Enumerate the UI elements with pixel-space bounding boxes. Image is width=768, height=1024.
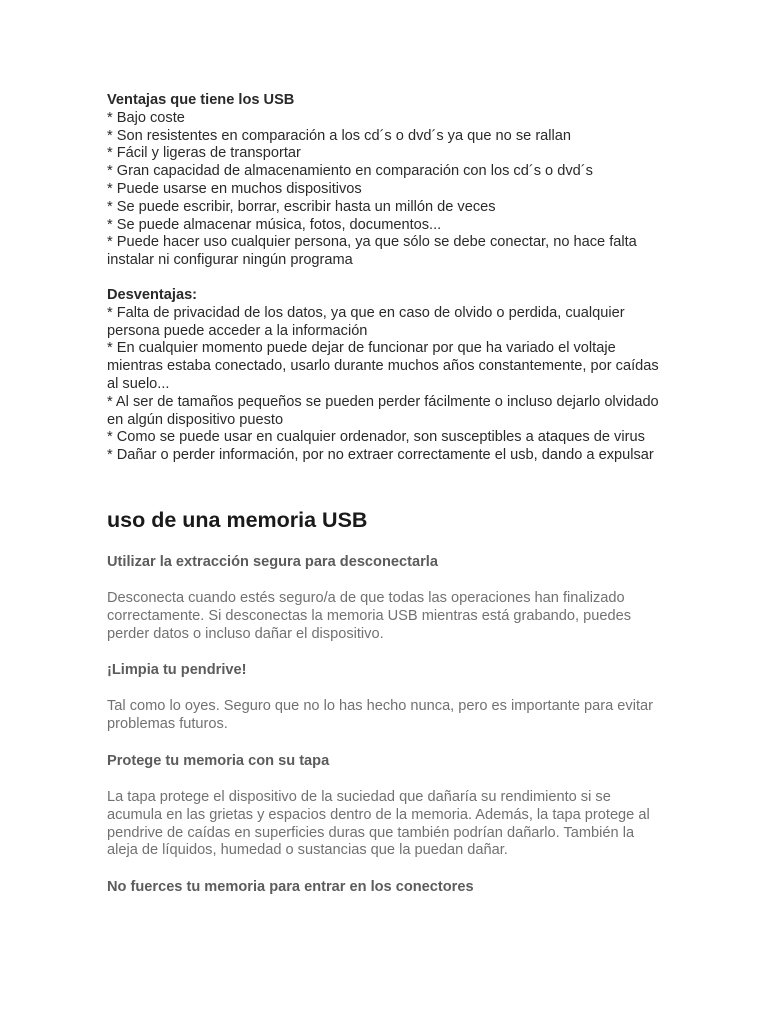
ventajas-item: * Bajo coste [107, 109, 185, 126]
ventajas-heading: Ventajas que tiene los USB [107, 92, 295, 108]
desventajas-item: * En cualquier momento puede dejar de funcionar por que ha variado el voltaje mientras estaba conectado, usarlo durante muchos años constantemente, por caídas al suelo... [107, 340, 659, 392]
ventajas-item: * Puede usarse en muchos dispositivos [107, 180, 362, 197]
desventajas-item: * Como se puede usar en cualquier ordenador, son susceptibles a ataques de virus [107, 429, 645, 446]
document-page [107, 92, 667, 896]
uso-paragraph: Desconecta cuando estés seguro/a de que todas las operaciones han finalizado correctamente. Si desconectas la memoria USB mientras está grabando, puedes perder datos o incluso dañar el dispositivo. [107, 589, 632, 642]
desventajas-item: * Dañar o perder información, por no extraer correctamente el usb, dando a expulsar [107, 447, 654, 464]
uso-subheading: ¡Limpia tu pendrive! [107, 662, 247, 679]
desventajas-item: * Falta de privacidad de los datos, ya que en caso de olvido o perdida, cualquier persona puede acceder a la información [107, 304, 625, 339]
ventajas-item: * Se puede almacenar música, fotos, documentos... [107, 216, 442, 233]
desventajas-item: * Al ser de tamaños pequeños se pueden perder fácilmente o incluso dejarlo olvidado en algún dispositivo puesto [107, 393, 659, 428]
desventajas-heading: Desventajas: [107, 286, 198, 303]
uso-subheading: No fuerces tu memoria para entrar en los conectores [107, 879, 474, 896]
ventajas-item: * Fácil y ligeras de transportar [107, 145, 301, 162]
ventajas-block [107, 92, 667, 270]
ventajas-item: * Son resistentes en comparación a los cd´s o dvd´s ya que no se rallan [107, 127, 572, 144]
desventajas-block [107, 287, 667, 465]
ventajas-item: * Se puede escribir, borrar, escribir hasta un millón de veces [107, 198, 496, 215]
uso-title: uso de una memoria USB [107, 507, 368, 532]
ventajas-item: * Gran capacidad de almacenamiento en comparación con los cd´s o dvd´s [107, 163, 593, 180]
uso-subheading: Utilizar la extracción segura para desconectarla [107, 553, 438, 570]
uso-paragraph: La tapa protege el dispositivo de la suciedad que dañaría su rendimiento si se acumula en las grietas y espacios dentro de la memoria. Además, la tapa protege al pendrive de caídas en superficies duras que también podrían dañarlo. También la aleja de líquidos, humedad o sustancias que la puedan dañar. [107, 788, 650, 859]
uso-paragraph: Tal como lo oyes. Seguro que no lo has hecho nunca, pero es importante para evitar problemas futuros. [107, 698, 653, 733]
ventajas-item: * Puede hacer uso cualquier persona, ya que sólo se debe conectar, no hace falta instalar ni configurar ningún programa [107, 234, 637, 269]
uso-subheading: Protege tu memoria con su tapa [107, 752, 330, 769]
